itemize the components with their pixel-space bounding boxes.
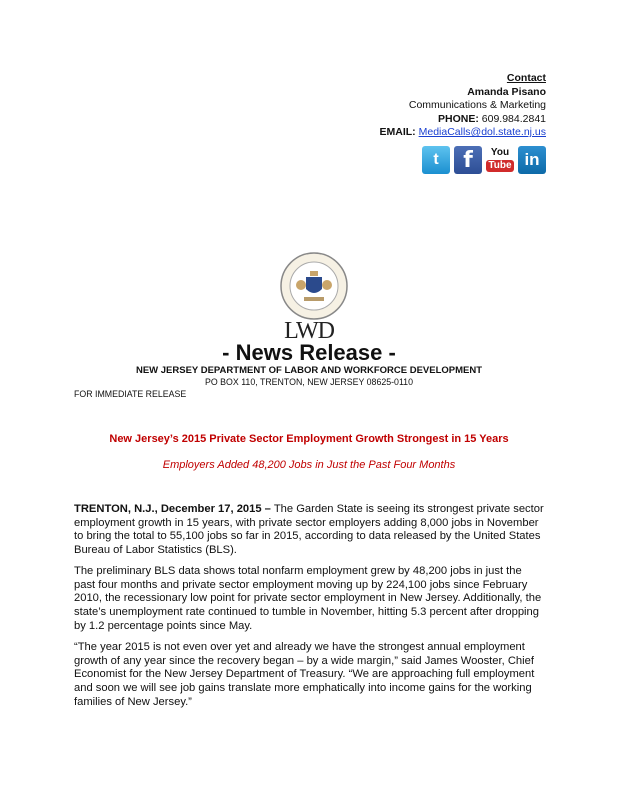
linkedin-icon[interactable] <box>518 146 546 174</box>
email-link[interactable]: MediaCalls@dol.state.nj.us <box>418 126 546 138</box>
contact-email-line <box>380 126 546 140</box>
release-note: FOR IMMEDIATE RELEASE <box>74 389 187 399</box>
email-label: EMAIL: <box>379 126 416 138</box>
department-address: PO BOX 110, TRENTON, NEW JERSEY 08625-0110 <box>205 377 413 387</box>
contact-block <box>380 72 546 140</box>
contact-name: Amanda Pisano <box>467 85 546 98</box>
youtube-icon[interactable] <box>486 146 514 174</box>
phone-number: 609.984.2841 <box>481 112 546 125</box>
paragraph-3: “The year 2015 is not even over yet and already we have the strongest annual employment growth of any year since the recovery began – by a wide margin,” said James Wooster, Chief Economist for the New Jersey Department of Treasury. “We are approaching full employment and soon we will see job gains translate more emphatically into income gains for the working families of New Jersey.” <box>74 641 535 708</box>
state-seal-icon <box>279 251 349 321</box>
facebook-glyph: f <box>463 147 473 173</box>
department-name: NEW JERSEY DEPARTMENT OF LABOR AND WORKFORCE DEVELOPMENT <box>135 365 483 376</box>
paragraph-1 <box>74 503 544 558</box>
contact-phone-line <box>380 113 546 127</box>
phone-label: PHONE: <box>438 112 479 125</box>
dateline: TRENTON, N.J., December 17, 2015 – <box>74 503 271 515</box>
twitter-glyph: t <box>433 151 439 168</box>
paragraph-1-text: The Garden State is seeing its strongest private sector employment growth in 15 years, with private sector employers adding 8,000 jobs in November to bring the total to 55,100 jobs so far in 2015, according to data released by the United States Bureau of Labor Statistics (BLS). <box>74 503 544 557</box>
facebook-icon[interactable] <box>454 146 482 174</box>
youtube-top-text: You <box>490 147 510 158</box>
contact-heading: Contact <box>506 72 546 84</box>
youtube-bottom-text: Tube <box>488 160 512 171</box>
contact-title: Communications & Marketing <box>408 99 546 111</box>
headline: New Jersey’s 2015 Private Sector Employment Growth Strongest in 15 Years <box>109 433 509 445</box>
lwd-logo: LWD <box>284 318 334 344</box>
twitter-icon[interactable] <box>422 146 450 174</box>
linkedin-glyph: in <box>524 150 540 169</box>
paragraph-2: The preliminary BLS data shows total nonfarm employment grew by 48,200 jobs in just the past four months and private sector employment moving up by 224,100 jobs since February 2010, the recessionary low point for private sector employment in New Jersey. Additionally, the state’s unemployment rate continued to tumble in November, hitting 5.3 percent after dropping by 1.2 percentage points since May. <box>74 565 542 632</box>
subheadline: Employers Added 48,200 Jobs in Just the Past Four Months <box>162 459 456 471</box>
news-release-title: - News Release - <box>222 340 396 365</box>
social-links <box>422 146 546 174</box>
